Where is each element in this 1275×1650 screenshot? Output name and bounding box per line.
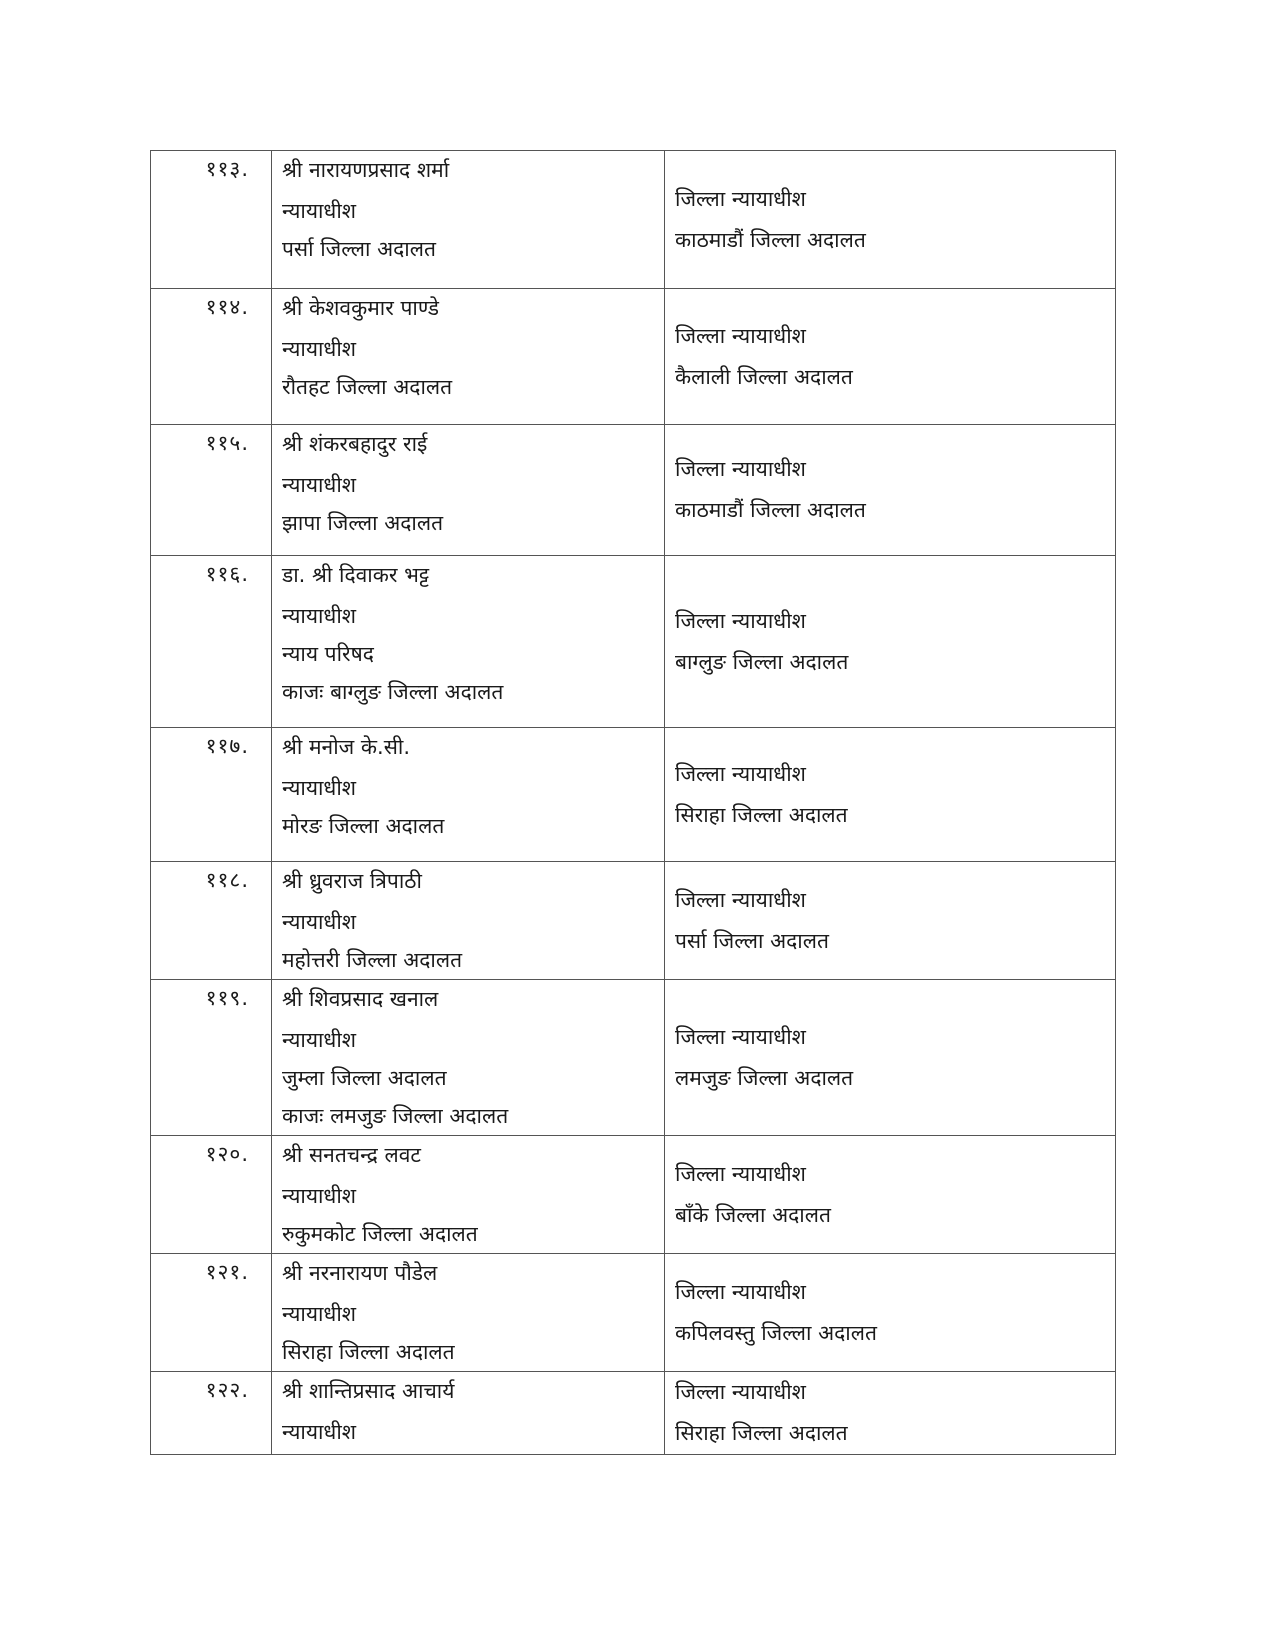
new-post-line: जिल्ला न्यायाधीश (675, 761, 806, 786)
new-post-line: लमजुङ जिल्ला अदालत (675, 1065, 854, 1090)
serial-number-cell: ११६. (151, 556, 272, 728)
current-post-cell (272, 728, 665, 862)
new-post-line: जिल्ला न्यायाधीश (675, 1279, 806, 1304)
new-post-line: बाँके जिल्ला अदालत (675, 1202, 831, 1227)
new-post-cell (665, 728, 1116, 862)
serial-number-cell: ११४. (151, 289, 272, 425)
current-post-line: मोरङ जिल्ला अदालत (282, 814, 445, 838)
current-post-line: श्री मनोज के.सी. (282, 735, 411, 759)
current-post-line: न्यायाधीश (282, 1302, 357, 1326)
current-post-line: न्यायाधीश (282, 473, 357, 497)
serial-number-cell: ११७. (151, 728, 272, 862)
table-row (151, 980, 1116, 1136)
table-row (151, 1372, 1116, 1455)
current-post-line: श्री शंकरबहादुर राई (282, 432, 428, 456)
new-post-line: पर्सा जिल्ला अदालत (675, 928, 829, 953)
current-post-cell (272, 289, 665, 425)
current-post-cell (272, 1136, 665, 1254)
current-post-line: सिराहा जिल्ला अदालत (282, 1340, 455, 1364)
new-post-line: जिल्ला न्यायाधीश (675, 457, 806, 481)
new-post-cell (665, 151, 1116, 289)
new-post-cell (665, 289, 1116, 425)
new-post-cell (665, 556, 1116, 728)
current-post-line: महोत्तरी जिल्ला अदालत (282, 948, 463, 972)
current-post-line: श्री सनतचन्द्र लवट (282, 1143, 421, 1167)
new-post-cell (665, 1254, 1116, 1372)
current-post-line: न्यायाधीश (282, 337, 357, 361)
current-post-line: श्री शान्तिप्रसाद आचार्य (282, 1379, 455, 1403)
new-post-line: जिल्ला न्यायाधीश (675, 323, 806, 348)
current-post-line: काजः लमजुङ जिल्ला अदालत (282, 1104, 509, 1128)
new-post-line: जिल्ला न्यायाधीश (675, 1161, 806, 1186)
table-row (151, 425, 1116, 556)
table-row (151, 151, 1116, 289)
table-row (151, 289, 1116, 425)
current-post-cell (272, 556, 665, 728)
table-row (151, 1254, 1116, 1372)
current-post-line: श्री ध्रुवराज त्रिपाठी (282, 869, 422, 893)
new-post-line: सिराहा जिल्ला अदालत (675, 802, 848, 827)
new-post-line: कैलाली जिल्ला अदालत (675, 364, 853, 389)
transfer-table (150, 150, 1116, 1455)
new-post-cell (665, 1136, 1116, 1254)
table-row (151, 556, 1116, 728)
current-post-cell (272, 980, 665, 1136)
new-post-line: बाग्लुङ जिल्ला अदालत (675, 649, 849, 674)
serial-number-cell: ११९. (151, 980, 272, 1136)
current-post-line: रुकुमकोट जिल्ला अदालत (282, 1222, 478, 1246)
current-post-line: न्यायाधीश (282, 1184, 357, 1208)
new-post-cell (665, 425, 1116, 556)
current-post-line: श्री नारायणप्रसाद शर्मा (282, 158, 450, 182)
new-post-line: काठमाडौं जिल्ला अदालत (675, 227, 866, 252)
new-post-line: काठमाडौं जिल्ला अदालत (675, 498, 866, 522)
serial-number-cell: १२१. (151, 1254, 272, 1372)
current-post-cell (272, 151, 665, 289)
transfer-table-body (151, 151, 1116, 1455)
current-post-cell (272, 425, 665, 556)
new-post-line: कपिलवस्तु जिल्ला अदालत (675, 1320, 877, 1345)
current-post-line: न्यायाधीश (282, 1028, 357, 1052)
serial-number-cell: १२०. (151, 1136, 272, 1254)
current-post-line: काजः बाग्लुङ जिल्ला अदालत (282, 680, 504, 704)
current-post-line: पर्सा जिल्ला अदालत (282, 237, 436, 261)
table-row (151, 862, 1116, 980)
new-post-cell (665, 1372, 1116, 1455)
serial-number-cell: ११३. (151, 151, 272, 289)
current-post-line: झापा जिल्ला अदालत (282, 511, 444, 535)
current-post-line: रौतहट जिल्ला अदालत (282, 375, 453, 399)
current-post-line: जुम्ला जिल्ला अदालत (282, 1066, 447, 1090)
current-post-cell (272, 1254, 665, 1372)
serial-number-cell: ११५. (151, 425, 272, 556)
current-post-line: श्री नरनारायण पौडेल (282, 1261, 438, 1285)
new-post-line: जिल्ला न्यायाधीश (675, 608, 806, 633)
current-post-cell (272, 1372, 665, 1455)
new-post-line: जिल्ला न्यायाधीश (675, 1024, 806, 1049)
current-post-line: डा. श्री दिवाकर भट्ट (282, 563, 430, 587)
table-row (151, 1136, 1116, 1254)
new-post-line: जिल्ला न्यायाधीश (675, 887, 806, 912)
new-post-line: सिराहा जिल्ला अदालत (675, 1421, 848, 1445)
current-post-cell (272, 862, 665, 980)
current-post-line: श्री शिवप्रसाद खनाल (282, 987, 439, 1011)
new-post-cell (665, 980, 1116, 1136)
current-post-line: श्री केशवकुमार पाण्डे (282, 296, 440, 320)
current-post-line: न्यायाधीश (282, 1420, 357, 1444)
current-post-line: न्यायाधीश (282, 776, 357, 800)
current-post-line: न्यायाधीश (282, 910, 357, 934)
new-post-line: जिल्ला न्यायाधीश (675, 186, 806, 211)
serial-number-cell: ११८. (151, 862, 272, 980)
new-post-cell (665, 862, 1116, 980)
current-post-line: न्याय परिषद (282, 642, 374, 666)
new-post-line: जिल्ला न्यायाधीश (675, 1380, 806, 1404)
serial-number-cell: १२२. (151, 1372, 272, 1455)
current-post-line: न्यायाधीश (282, 199, 357, 223)
current-post-line: न्यायाधीश (282, 604, 357, 628)
table-row (151, 728, 1116, 862)
